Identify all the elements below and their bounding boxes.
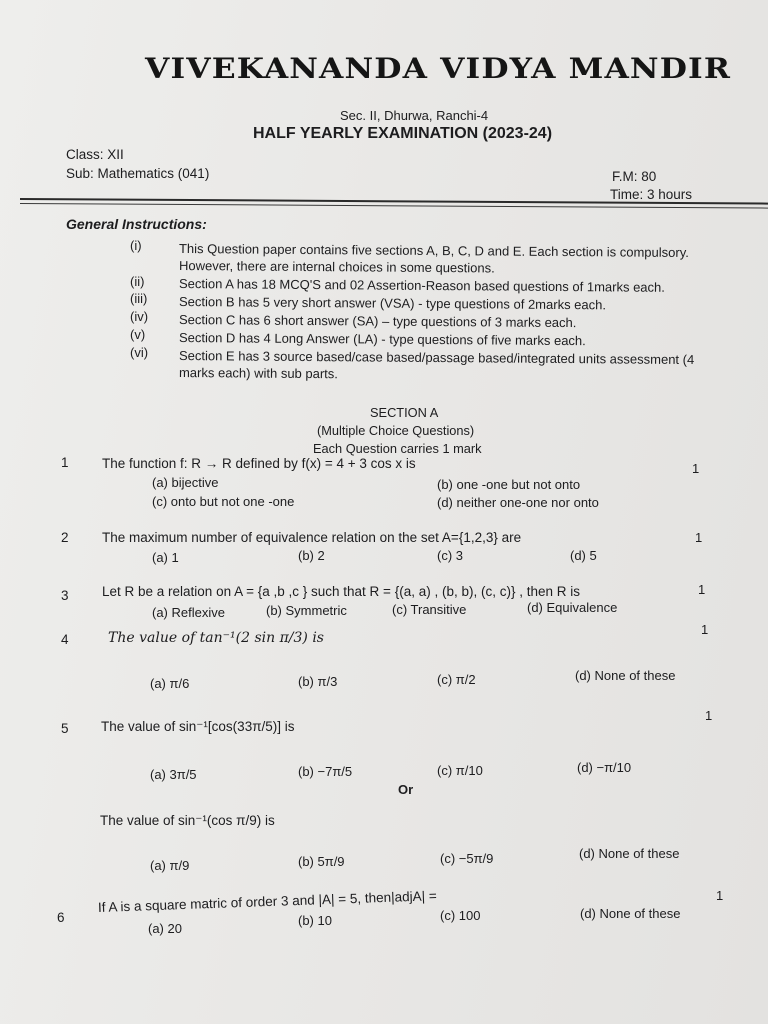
- option: (d) None of these: [575, 668, 676, 683]
- question-marks: 1: [705, 708, 713, 723]
- question-number: 3: [61, 588, 69, 603]
- option: (b) −7π/5: [298, 764, 353, 779]
- question-text: The value of tan⁻¹(2 sin π/3) is: [108, 630, 324, 646]
- instruction-text: Section E has 3 source based/case based/passage based/integrated units assessment (4: [178, 348, 695, 368]
- school-name: VIVEKANANDA VIDYA MANDIR: [145, 52, 732, 85]
- question-marks: 1: [695, 530, 703, 545]
- or-divider: Or: [398, 782, 414, 797]
- option: (a) π/9: [150, 858, 190, 873]
- instruction-number: (iii): [130, 291, 148, 306]
- option: (c) 100: [440, 908, 481, 923]
- option: (c) Transitive: [392, 602, 467, 617]
- instruction-text: marks each) with sub parts.: [178, 365, 339, 382]
- question-number: 5: [61, 721, 69, 736]
- question-number: 1: [61, 455, 69, 470]
- instruction-number: (iv): [130, 309, 149, 324]
- option: (a) Reflexive: [152, 605, 225, 620]
- option: (d) None of these: [580, 906, 681, 921]
- instruction-text: Section A has 18 MCQ'S and 02 Assertion-Reason based questions of 1marks each.: [178, 276, 665, 295]
- question-marks: 1: [698, 582, 706, 597]
- option: (d) None of these: [579, 846, 680, 861]
- question-marks: 1: [692, 461, 700, 476]
- subject-label: Sub: Mathematics (041): [66, 166, 210, 181]
- instructions-title: General Instructions:: [66, 216, 207, 232]
- option: (c) −5π/9: [440, 851, 494, 866]
- exam-title: HALF YEARLY EXAMINATION (2023-24): [253, 125, 553, 142]
- option: (b) π/3: [298, 674, 338, 689]
- section-title: SECTION A: [370, 405, 439, 420]
- question-alt-text: The value of sin⁻¹(cos π/9) is: [100, 813, 275, 828]
- option: (b) 10: [298, 913, 332, 928]
- question-number: 6: [57, 910, 65, 925]
- instruction-text: However, there are internal choices in some questions.: [178, 258, 495, 276]
- option: (b) one -one but not onto: [437, 477, 581, 492]
- option: (c) π/10: [437, 763, 483, 778]
- option: (a) 3π/5: [150, 767, 197, 782]
- full-marks: F.M: 80: [612, 169, 657, 184]
- option: (d) −π/10: [577, 760, 632, 775]
- option: (a) bijective: [152, 475, 219, 490]
- option: (c) π/2: [437, 672, 476, 687]
- option: (b) Symmetric: [266, 603, 347, 618]
- option: (a) π/6: [150, 676, 190, 691]
- class-label: Class: XII: [66, 147, 124, 162]
- question-text: Let R be a relation on A = {a ,b ,c } such that R = {(a, a) , (b, b), (c, c)} , then R is: [102, 584, 581, 599]
- option: (a) 1: [152, 550, 179, 565]
- question-number: 4: [61, 632, 69, 647]
- option: (d) neither one-one nor onto: [437, 495, 599, 510]
- question-text: The value of sin⁻¹[cos(33π/5)] is: [101, 719, 295, 734]
- question-text: The function f: R → R defined by f(x) = 4 + 3 cos x is: [102, 456, 416, 471]
- instruction-text: Section C has 6 short answer (SA) – type questions of 3 marks each.: [178, 312, 577, 331]
- school-address: Sec. II, Dhurwa, Ranchi-4: [340, 108, 489, 123]
- option: (b) 2: [298, 548, 325, 563]
- instruction-text: Section B has 5 very short answer (VSA) - type questions of 2marks each.: [178, 294, 607, 313]
- option: (c) onto but not one -one: [152, 494, 295, 509]
- instruction-number: (i): [130, 238, 142, 253]
- instruction-text: Section D has 4 Long Answer (LA) - type questions of five marks each.: [178, 330, 586, 349]
- option: (d) 5: [570, 548, 597, 563]
- question-marks: 1: [716, 888, 724, 903]
- section-subtitle: (Multiple Choice Questions): [317, 423, 475, 438]
- instruction-text: This Question paper contains five sections A, B, C, D and E. Each section is compulsory.: [178, 241, 689, 261]
- question-text: The maximum number of equivalence relation on the set A={1,2,3} are: [102, 530, 522, 545]
- question-number: 2: [61, 530, 69, 545]
- question-text: If A is a square matric of order 3 and |A| = 5, then|adjA| =: [97, 888, 438, 915]
- instruction-number: (ii): [130, 274, 145, 289]
- time-allowed: Time: 3 hours: [610, 187, 693, 202]
- option: (c) 3: [437, 548, 463, 563]
- instruction-number: (vi): [130, 345, 149, 360]
- option: (d) Equivalence: [527, 600, 618, 615]
- question-marks: 1: [701, 622, 709, 637]
- instruction-number: (v): [130, 327, 146, 342]
- option: (b) 5π/9: [298, 854, 345, 869]
- section-note: Each Question carries 1 mark: [313, 441, 482, 456]
- option: (a) 20: [148, 921, 182, 936]
